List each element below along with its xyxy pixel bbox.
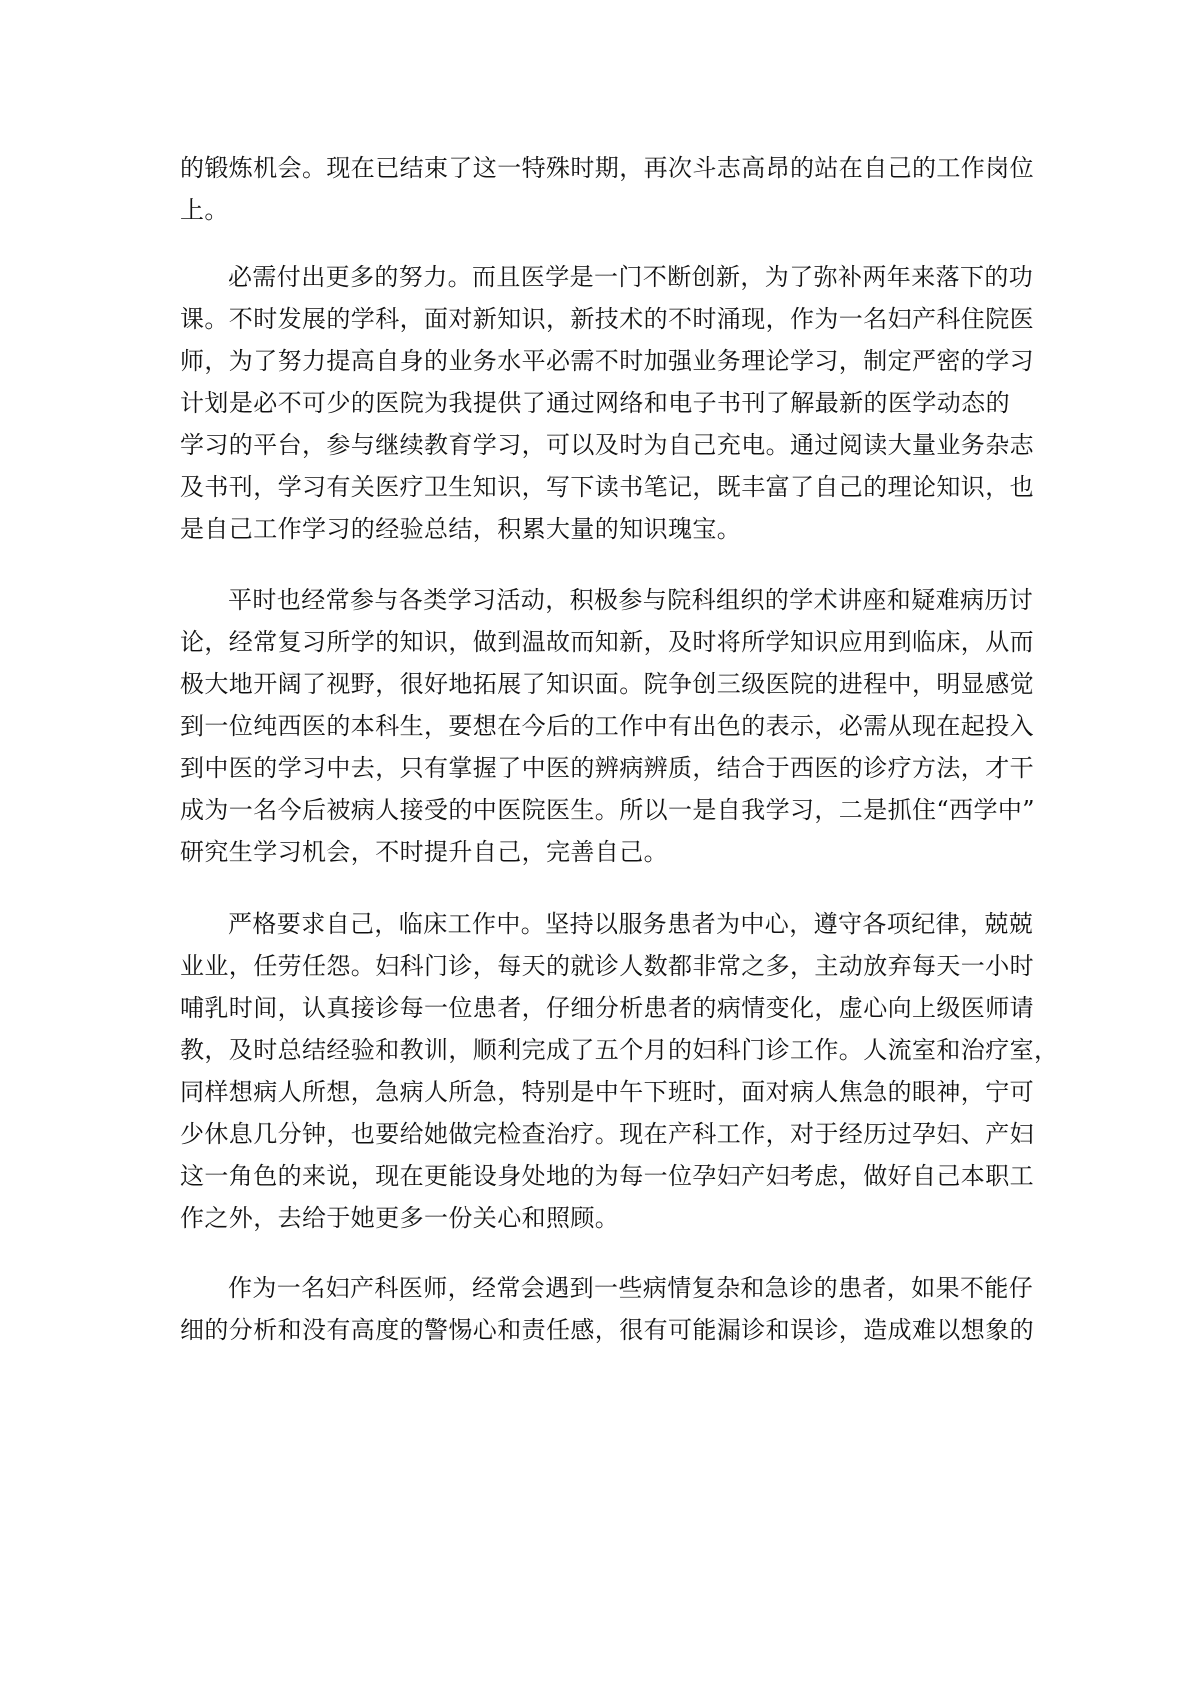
paragraph-line: 学习的平台，参与继续教育学习，可以及时为自己充电。通过阅读大量业务杂志 bbox=[180, 431, 1034, 459]
paragraph-line: 到一位纯西医的本科生，要想在今后的工作中有出色的表示，必需从现在起投入 bbox=[180, 712, 1034, 740]
paragraph-line: 成为一名今后被病人接受的中医院医生。所以一是自我学习，二是抓住“西学中” bbox=[180, 796, 1035, 824]
paragraph-line: 细的分析和没有高度的警惕心和责任感，很有可能漏诊和误诊，造成难以想象的 bbox=[180, 1316, 1034, 1344]
paragraph-line: 同样想病人所想，急病人所急，特别是中午下班时，面对病人焦急的眼神，宁可 bbox=[180, 1078, 1034, 1106]
paragraph-line: 上。 bbox=[180, 196, 229, 224]
paragraph-line: 作为一名妇产科医师，经常会遇到一些病情复杂和急诊的患者，如果不能仔 bbox=[228, 1274, 1034, 1302]
paragraph-line: 哺乳时间，认真接诊每一位患者，仔细分析患者的病情变化，虚心向上级医师请 bbox=[180, 994, 1034, 1022]
paragraph-5 bbox=[180, 1267, 1034, 1351]
paragraph-line: 这一角色的来说，现在更能设身处地的为每一位孕妇产妇考虑，做好自己本职工 bbox=[180, 1162, 1034, 1190]
paragraph-line: 师，为了努力提高自身的业务水平必需不时加强业务理论学习，制定严密的学习 bbox=[180, 347, 1034, 375]
paragraph-line: 研究生学习机会，不时提升自己，完善自己。 bbox=[180, 838, 668, 866]
paragraph-line: 极大地开阔了视野，很好地拓展了知识面。院争创三级医院的进程中，明显感觉 bbox=[180, 670, 1034, 698]
paragraph-line: 作之外，去给于她更多一份关心和照顾。 bbox=[180, 1204, 620, 1232]
paragraph-line: 业业，任劳任怨。妇科门诊，每天的就诊人数都非常之多，主动放弃每天一小时 bbox=[180, 952, 1034, 980]
paragraph-2 bbox=[180, 256, 1034, 550]
paragraph-line: 及书刊，学习有关医疗卫生知识，写下读书笔记，既丰富了自己的理论知识，也 bbox=[180, 473, 1034, 501]
paragraph-line: 的锻炼机会。现在已结束了这一特殊时期，再次斗志高昂的站在自己的工作岗位 bbox=[180, 154, 1034, 182]
paragraph-line: 教，及时总结经验和教训，顺利完成了五个月的妇科门诊工作。人流室和治疗室， bbox=[180, 1036, 1059, 1064]
paragraph-line: 课。不时发展的学科，面对新知识，新技术的不时涌现，作为一名妇产科住院医 bbox=[180, 305, 1034, 333]
paragraph-line: 到中医的学习中去，只有掌握了中医的辨病辨质，结合于西医的诊疗方法，才干 bbox=[180, 754, 1034, 782]
paragraph-line: 必需付出更多的努力。而且医学是一门不断创新，为了弥补两年来落下的功 bbox=[228, 263, 1034, 291]
paragraph-line: 严格要求自己，临床工作中。坚持以服务患者为中心，遵守各项纪律，兢兢 bbox=[228, 910, 1034, 938]
paragraph-line: 计划是必不可少的医院为我提供了通过网络和电子书刊了解最新的医学动态的 bbox=[180, 389, 1010, 417]
paragraph-line: 平时也经常参与各类学习活动，积极参与院科组织的学术讲座和疑难病历讨 bbox=[228, 586, 1034, 614]
paragraph-line: 论，经常复习所学的知识，做到温故而知新，及时将所学知识应用到临床，从而 bbox=[180, 628, 1034, 656]
paragraph-4 bbox=[180, 903, 1059, 1239]
paragraph-line: 是自己工作学习的经验总结，积累大量的知识瑰宝。 bbox=[180, 515, 742, 543]
paragraph-line: 少休息几分钟，也要给她做完检查治疗。现在产科工作，对于经历过孕妇、产妇 bbox=[180, 1120, 1034, 1148]
paragraph-3 bbox=[180, 579, 1035, 873]
paragraph-1 bbox=[180, 147, 1034, 231]
